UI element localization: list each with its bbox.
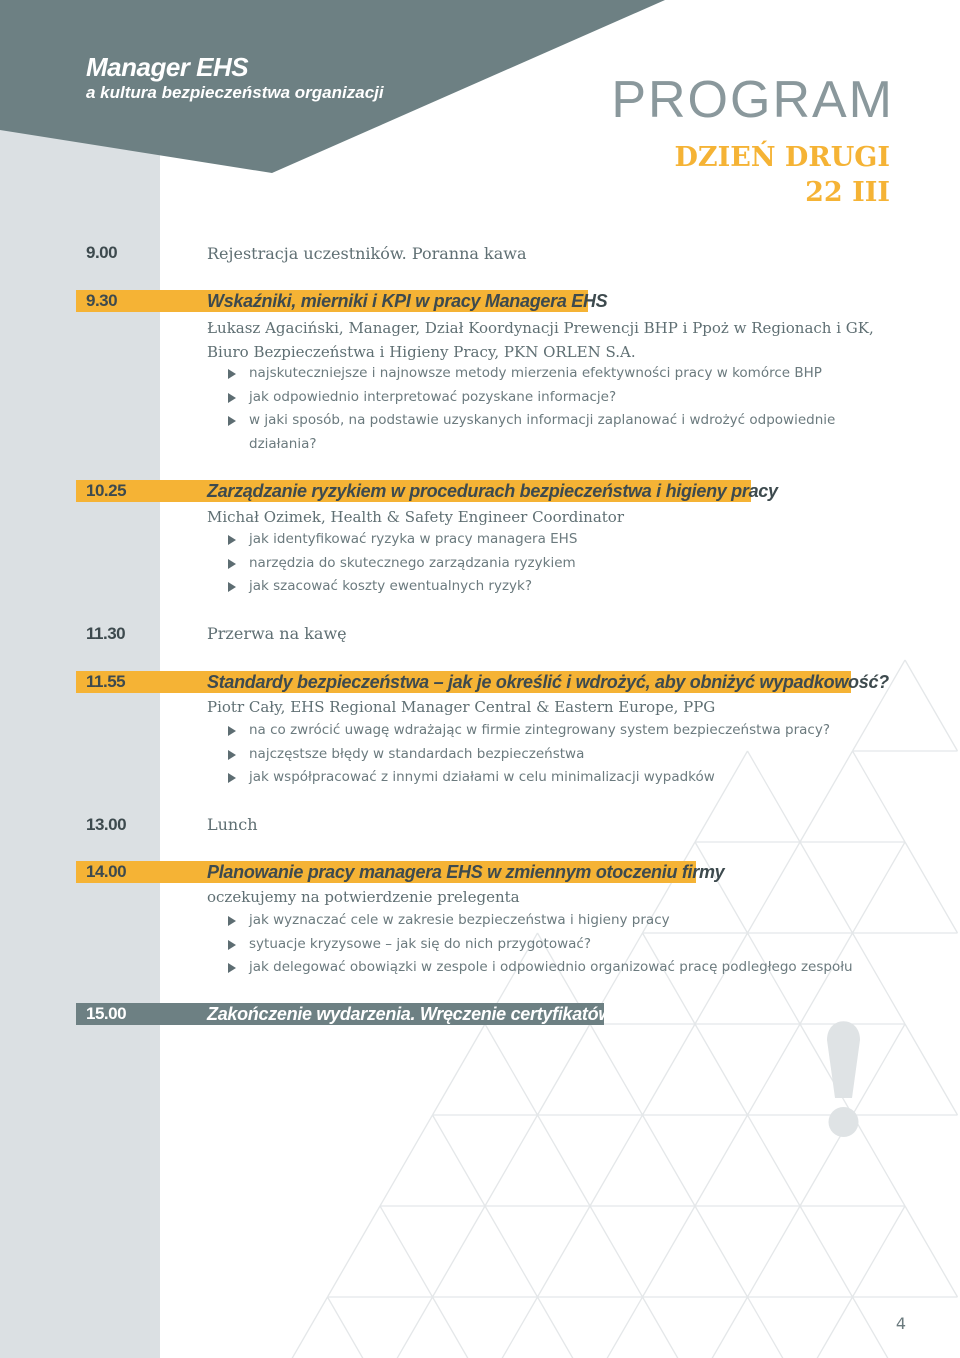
- list-item: w jaki sposób, na podstawie uzyskanych informacji zaplanować i wdrożyć odpowiednie działania?: [228, 409, 868, 456]
- agenda-time: 13.00: [86, 815, 127, 834]
- session-bullets: [228, 719, 868, 790]
- triangle-bullet-icon: [228, 369, 236, 379]
- session-bullets: [228, 528, 868, 599]
- agenda-time: 11.30: [86, 624, 126, 643]
- triangle-bullet-icon: [228, 416, 236, 426]
- triangle-bullet-icon: [228, 750, 236, 760]
- day-heading: [675, 140, 891, 210]
- triangle-bullet-icon: [228, 535, 236, 545]
- list-item: narzędzia do skutecznego zarządzania ryzykiem: [228, 552, 868, 576]
- session-title: Standardy bezpieczeństwa – jak je określić i wdrożyć, aby obniżyć wypadkowość?: [207, 672, 889, 692]
- page-number: 4: [895, 1314, 906, 1333]
- triangle-bullet-icon: [228, 963, 236, 973]
- session-speaker: Michał Ozimek, Health & Safety Engineer Coordinator: [207, 508, 625, 526]
- list-item: jak szacować koszty ewentualnych ryzyk?: [228, 575, 868, 599]
- session-bullets: [228, 909, 888, 980]
- session-bullets: [228, 362, 868, 456]
- list-item: najskuteczniejsze i najnowsze metody mierzenia efektywności pracy w komórce BHP: [228, 362, 868, 386]
- session-speaker: Piotr Cały, EHS Regional Manager Central & Eastern Europe, PPG: [207, 698, 716, 716]
- agenda-time: 15.00: [86, 1004, 127, 1023]
- agenda-time: 9.00: [86, 243, 118, 262]
- agenda-time: 11.55: [86, 672, 126, 691]
- list-item: jak odpowiednio interpretować pozyskane informacje?: [228, 386, 868, 410]
- list-item: sytuacje kryzysowe – jak się do nich przygotować?: [228, 933, 888, 957]
- triangle-bullet-icon: [228, 773, 236, 783]
- header-title: Manager EHS: [86, 52, 249, 82]
- day-date: 22 III: [805, 177, 890, 208]
- triangle-bullet-icon: [228, 940, 236, 950]
- list-item: najczęstsze błędy w standardach bezpieczeństwa: [228, 743, 868, 767]
- agenda-title: Lunch: [207, 815, 258, 834]
- agenda-title: Przerwa na kawę: [207, 624, 347, 643]
- session-speaker: Łukasz Agaciński, Manager, Dział Koordynacji Prewencji BHP i Ppoż w Regionach i GK, Biuro Bezpieczeństwa i Higieny Pracy, PKN ORLEN S.A.: [207, 319, 874, 361]
- triangle-bullet-icon: [228, 916, 236, 926]
- agenda-time: 9.30: [86, 291, 118, 310]
- session-title: Planowanie pracy managera EHS w zmiennym otoczeniu firmy: [207, 862, 725, 882]
- list-item: jak współpracować z innymi działami w celu minimalizacji wypadków: [228, 766, 868, 790]
- session-speaker: oczekujemy na potwierdzenie prelegenta: [207, 888, 520, 906]
- agenda-title: Rejestracja uczestników. Poranna kawa: [207, 244, 527, 263]
- program-heading: PROGRAM: [611, 71, 894, 129]
- triangle-bullet-icon: [228, 393, 236, 403]
- agenda-time: 10.25: [86, 481, 127, 500]
- session-title: Zakończenie wydarzenia. Wręczenie certyfikatów: [207, 1004, 613, 1024]
- list-item: jak wyznaczać cele w zakresie bezpieczeństwa i higieny pracy: [228, 909, 888, 933]
- session-title: Zarządzanie ryzykiem w procedurach bezpieczeństwa i higieny pracy: [207, 481, 778, 501]
- list-item: jak delegować obowiązki w zespole i odpowiednio organizować pracę podległego zespołu: [228, 956, 888, 980]
- header-subtitle: a kultura bezpieczeństwa organizacji: [86, 83, 384, 102]
- list-item: na co zwrócić uwagę wdrażając w firmie zintegrowany system bezpieczeństwa pracy?: [228, 719, 868, 743]
- session-title: Wskaźniki, mierniki i KPI w pracy Managera EHS: [207, 291, 608, 311]
- list-item: jak identyfikować ryzyka w pracy managera EHS: [228, 528, 868, 552]
- triangle-bullet-icon: [228, 726, 236, 736]
- triangle-bullet-icon: [228, 559, 236, 569]
- agenda-time: 14.00: [86, 862, 127, 881]
- day-label: DZIEŃ DRUGI: [674, 142, 890, 173]
- triangle-bullet-icon: [228, 582, 236, 592]
